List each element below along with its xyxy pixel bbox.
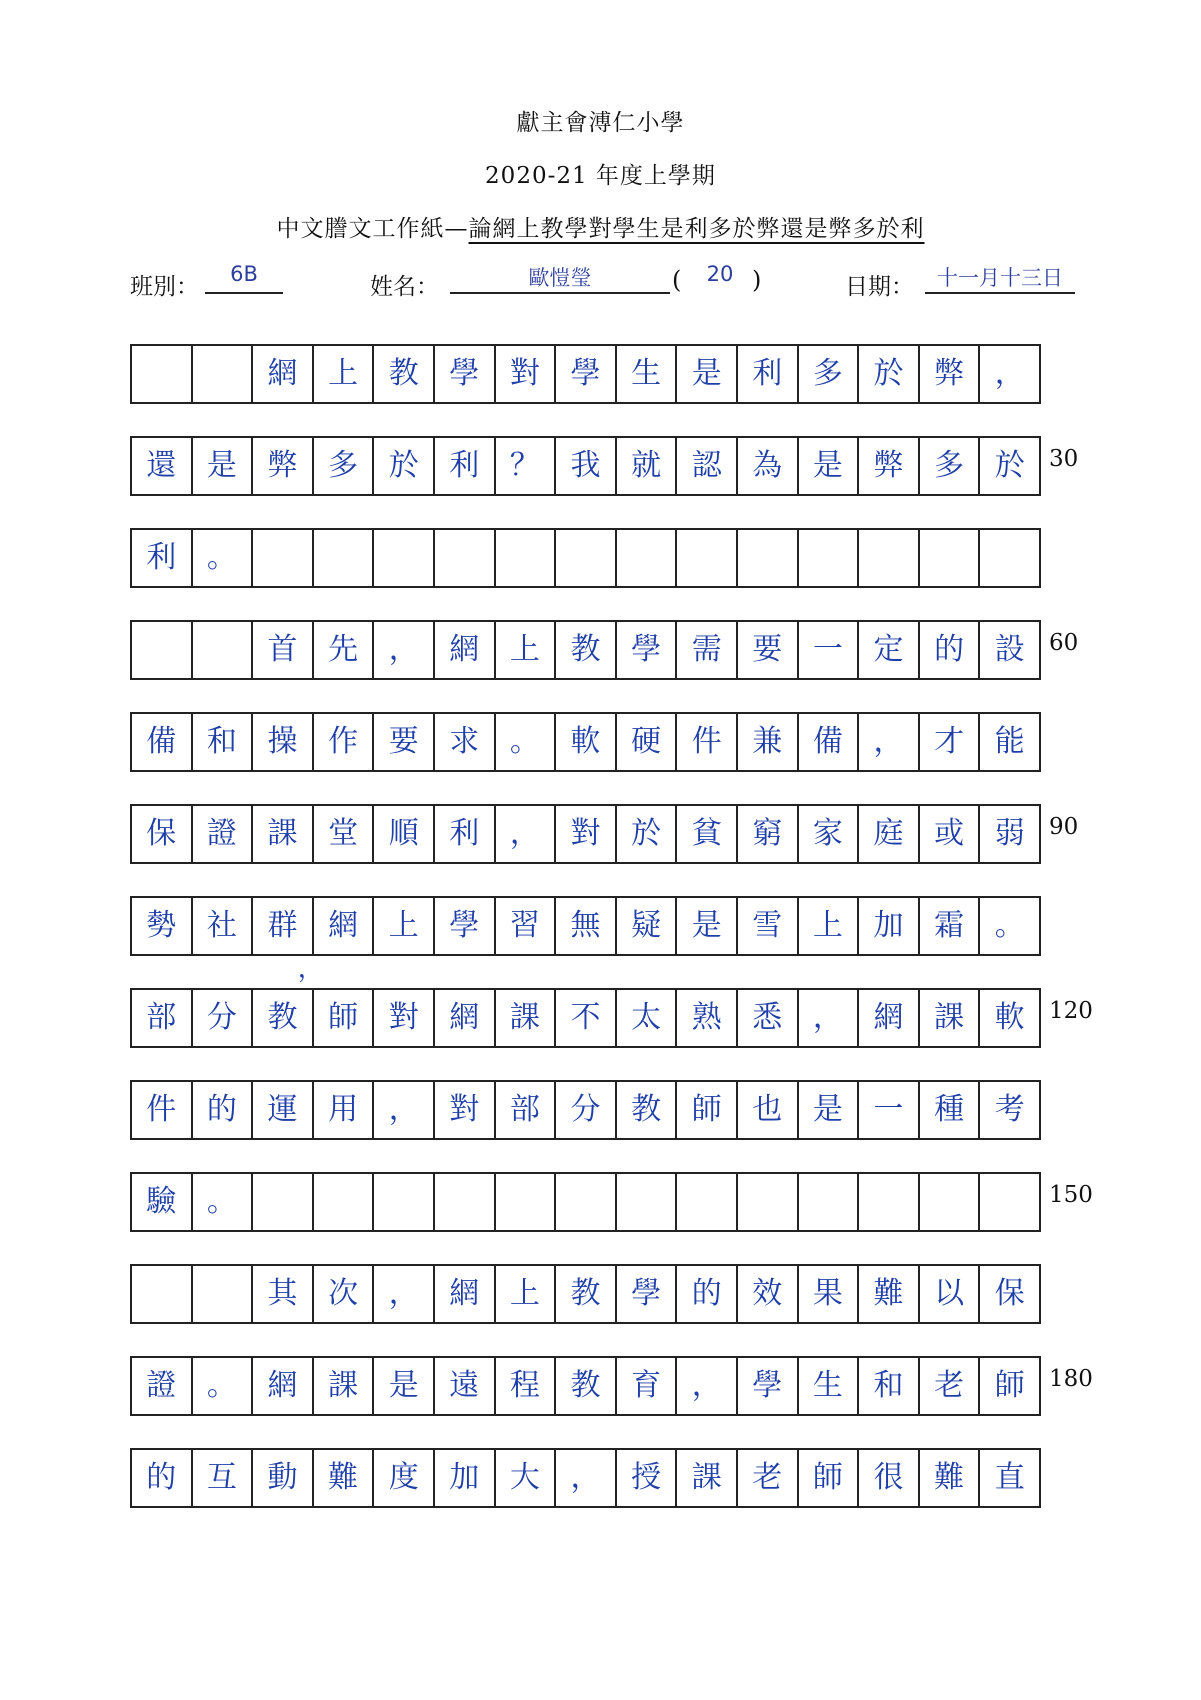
school-name: 獻主會溥仁小學 (516, 110, 685, 136)
grid-cell (312, 1172, 375, 1232)
grid-cell: 太 (615, 988, 678, 1048)
grid-cell: 軟 (554, 712, 617, 772)
grid-cell: 遠 (433, 1356, 496, 1416)
grid-cell (130, 1264, 193, 1324)
grid-cell: 師 (978, 1356, 1041, 1416)
grid-cell: 和 (857, 1356, 920, 1416)
grid-cell (372, 1172, 435, 1232)
grid-cell: 大 (494, 1448, 557, 1508)
grid-cell: 我 (554, 436, 617, 496)
grid-cell: 無 (554, 896, 617, 956)
grid-cell: 教 (615, 1080, 678, 1140)
row-character-count: 90 (1049, 814, 1079, 840)
grid-cell: 分 (191, 988, 254, 1048)
grid-cell: 多 (797, 344, 860, 404)
grid-cell: 師 (675, 1080, 738, 1140)
grid-cell: 育 (615, 1356, 678, 1416)
grid-cell (494, 528, 557, 588)
grid-cell (736, 1172, 799, 1232)
grid-cell: 庭 (857, 804, 920, 864)
grid-cell: 學 (554, 344, 617, 404)
grid-cell: 對 (372, 988, 435, 1048)
grid-cell: 社 (191, 896, 254, 956)
grid-cell: 老 (736, 1448, 799, 1508)
grid-cell: 生 (615, 344, 678, 404)
grid-cell (797, 528, 860, 588)
grid-cell: 運 (251, 1080, 314, 1140)
row-character-count: 150 (1049, 1182, 1093, 1208)
grid-cell: 求 (433, 712, 496, 772)
grid-cell: 直 (978, 1448, 1041, 1508)
grid-cell: 教 (554, 1356, 617, 1416)
grid-cell: 兼 (736, 712, 799, 772)
grid-cell (675, 1172, 738, 1232)
grid-cell: 度 (372, 1448, 435, 1508)
grid-cell: 的 (918, 620, 981, 680)
name-label: 姓名： (370, 274, 439, 300)
grid-cell: 授 (615, 1448, 678, 1508)
student-number: 20 (706, 262, 734, 286)
grid-cell: 是 (675, 344, 738, 404)
grid-cell (433, 1172, 496, 1232)
grid-cell: ， (494, 804, 557, 864)
grid-cell: 師 (312, 988, 375, 1048)
grid-cell: 網 (857, 988, 920, 1048)
grid-cell: 先 (312, 620, 375, 680)
grid-cell: 一 (797, 620, 860, 680)
grid-cell: 互 (191, 1448, 254, 1508)
grid-cell (312, 528, 375, 588)
grid-cell: 。 (978, 896, 1041, 956)
grid-cell: 弊 (251, 436, 314, 496)
grid-cell (372, 528, 435, 588)
close-paren: ) (752, 266, 762, 294)
grid-cell: 課 (251, 804, 314, 864)
grid-cell: 雪 (736, 896, 799, 956)
grid-cell: 果 (797, 1264, 860, 1324)
grid-cell: 上 (372, 896, 435, 956)
grid-cell: 難 (312, 1448, 375, 1508)
insertion-comma-mark: ， (297, 954, 324, 984)
grid-cell: 就 (615, 436, 678, 496)
grid-cell (130, 620, 193, 680)
grid-cell: 家 (797, 804, 860, 864)
grid-cell: ， (797, 988, 860, 1048)
grid-cell: 是 (372, 1356, 435, 1416)
grid-cell: 於 (615, 804, 678, 864)
grid-cell: ， (372, 620, 435, 680)
grid-cell: 群 (251, 896, 314, 956)
grid-cell (433, 528, 496, 588)
grid-cell: 學 (433, 344, 496, 404)
grid-cell (978, 528, 1041, 588)
grid-cell (191, 344, 254, 404)
grid-cell: 網 (251, 1356, 314, 1416)
grid-cell: 教 (554, 620, 617, 680)
grid-cell (857, 1172, 920, 1232)
grid-cell: 課 (918, 988, 981, 1048)
grid-cell: 利 (433, 804, 496, 864)
grid-cell: 證 (130, 1356, 193, 1416)
grid-cell (191, 620, 254, 680)
grid-cell: 軟 (978, 988, 1041, 1048)
grid-cell: 加 (433, 1448, 496, 1508)
grid-cell: 弱 (978, 804, 1041, 864)
grid-cell: 課 (675, 1448, 738, 1508)
open-paren: ( (672, 266, 682, 294)
grid-cell: 種 (918, 1080, 981, 1140)
grid-cell: 堂 (312, 804, 375, 864)
grid-cell: 熟 (675, 988, 738, 1048)
grid-cell: 也 (736, 1080, 799, 1140)
grid-cell: 上 (312, 344, 375, 404)
grid-cell: 設 (978, 620, 1041, 680)
grid-cell: 是 (675, 896, 738, 956)
grid-cell: 很 (857, 1448, 920, 1508)
grid-cell: 網 (312, 896, 375, 956)
worksheet-label: 中文謄文工作紙— (276, 216, 469, 242)
grid-cell: ， (857, 712, 920, 772)
grid-cell: 難 (918, 1448, 981, 1508)
grid-cell (857, 528, 920, 588)
grid-cell: 學 (736, 1356, 799, 1416)
grid-cell: 師 (797, 1448, 860, 1508)
grid-cell: 備 (130, 712, 193, 772)
grid-cell: 能 (978, 712, 1041, 772)
grid-cell: 用 (312, 1080, 375, 1140)
grid-cell: 分 (554, 1080, 617, 1140)
grid-cell (797, 1172, 860, 1232)
grid-cell: 一 (857, 1080, 920, 1140)
grid-cell: 效 (736, 1264, 799, 1324)
grid-cell: 考 (978, 1080, 1041, 1140)
grid-cell: 是 (797, 436, 860, 496)
grid-cell: 的 (130, 1448, 193, 1508)
grid-cell (918, 528, 981, 588)
grid-cell: 習 (494, 896, 557, 956)
grid-cell: 要 (736, 620, 799, 680)
grid-cell: 課 (494, 988, 557, 1048)
grid-cell: 需 (675, 620, 738, 680)
grid-cell: ， (675, 1356, 738, 1416)
grid-cell: 操 (251, 712, 314, 772)
grid-cell: 教 (372, 344, 435, 404)
grid-cell: 。 (494, 712, 557, 772)
term-title: 2020-21 年度上學期 (485, 163, 716, 189)
grid-cell: 是 (191, 436, 254, 496)
grid-cell: ， (372, 1264, 435, 1324)
grid-cell: 。 (191, 1172, 254, 1232)
grid-cell: 次 (312, 1264, 375, 1324)
class-label: 班別： (130, 274, 199, 300)
grid-cell: ， (554, 1448, 617, 1508)
grid-cell: 硬 (615, 712, 678, 772)
grid-cell: 對 (433, 1080, 496, 1140)
grid-cell: 利 (130, 528, 193, 588)
grid-cell (615, 1172, 678, 1232)
grid-cell: 網 (433, 1264, 496, 1324)
grid-cell: 上 (797, 896, 860, 956)
grid-cell: 於 (978, 436, 1041, 496)
grid-cell: 還 (130, 436, 193, 496)
essay-subject: 論網上教學對學生是利多於弊還是弊多於利 (468, 216, 925, 242)
date-label: 日期： (845, 274, 914, 300)
grid-cell: 對 (554, 804, 617, 864)
grid-cell: 課 (312, 1356, 375, 1416)
grid-cell: 為 (736, 436, 799, 496)
grid-cell: ？ (494, 436, 557, 496)
grid-cell: 學 (433, 896, 496, 956)
grid-cell (978, 1172, 1041, 1232)
grid-cell: 上 (494, 1264, 557, 1324)
grid-cell: ， (978, 344, 1041, 404)
grid-cell: 保 (130, 804, 193, 864)
date-value: 十一月十三日 (925, 262, 1075, 294)
grid-cell: 程 (494, 1356, 557, 1416)
grid-cell: 首 (251, 620, 314, 680)
grid-cell: 生 (797, 1356, 860, 1416)
row-character-count: 180 (1049, 1366, 1093, 1392)
grid-cell: 定 (857, 620, 920, 680)
grid-cell: 加 (857, 896, 920, 956)
grid-cell (251, 1172, 314, 1232)
grid-cell: 於 (372, 436, 435, 496)
grid-cell: 驗 (130, 1172, 193, 1232)
grid-cell: 學 (615, 1264, 678, 1324)
row-character-count: 30 (1049, 446, 1079, 472)
grid-cell: 利 (736, 344, 799, 404)
grid-cell (675, 528, 738, 588)
grid-cell: 教 (554, 1264, 617, 1324)
grid-cell: 弊 (857, 436, 920, 496)
grid-cell (191, 1264, 254, 1324)
grid-cell: 。 (191, 1356, 254, 1416)
grid-cell: 件 (675, 712, 738, 772)
grid-cell: 以 (918, 1264, 981, 1324)
grid-cell: 作 (312, 712, 375, 772)
grid-cell: 網 (251, 344, 314, 404)
essay-grid (130, 344, 1039, 1508)
grid-cell: 證 (191, 804, 254, 864)
grid-cell: 部 (130, 988, 193, 1048)
grid-cell: 多 (312, 436, 375, 496)
grid-cell: 網 (433, 988, 496, 1048)
worksheet-title (0, 210, 1201, 243)
grid-cell: 部 (494, 1080, 557, 1140)
name-value: 歐愷瑩 (450, 262, 670, 294)
grid-cell (615, 528, 678, 588)
grid-cell: 窮 (736, 804, 799, 864)
grid-cell: 要 (372, 712, 435, 772)
class-value: 6B (205, 262, 283, 294)
grid-cell: 老 (918, 1356, 981, 1416)
grid-cell: ， (372, 1080, 435, 1140)
grid-cell (554, 1172, 617, 1232)
grid-cell: 的 (675, 1264, 738, 1324)
grid-cell: 難 (857, 1264, 920, 1324)
grid-cell: 認 (675, 436, 738, 496)
grid-cell: 的 (191, 1080, 254, 1140)
grid-cell: 備 (797, 712, 860, 772)
row-character-count: 60 (1049, 630, 1079, 656)
grid-cell: 網 (433, 620, 496, 680)
grid-cell (251, 528, 314, 588)
grid-cell: 貧 (675, 804, 738, 864)
grid-cell (918, 1172, 981, 1232)
grid-cell: 霜 (918, 896, 981, 956)
row-character-count: 120 (1049, 998, 1093, 1024)
grid-cell (736, 528, 799, 588)
grid-cell: 於 (857, 344, 920, 404)
grid-cell: 利 (433, 436, 496, 496)
grid-cell: 保 (978, 1264, 1041, 1324)
grid-cell: 勢 (130, 896, 193, 956)
grid-cell: 教 (251, 988, 314, 1048)
grid-cell (494, 1172, 557, 1232)
grid-cell: 件 (130, 1080, 193, 1140)
grid-cell: 和 (191, 712, 254, 772)
grid-cell: 悉 (736, 988, 799, 1048)
grid-cell: 對 (494, 344, 557, 404)
grid-cell: 弊 (918, 344, 981, 404)
grid-cell: 不 (554, 988, 617, 1048)
grid-cell: 上 (494, 620, 557, 680)
grid-cell: 順 (372, 804, 435, 864)
grid-cell: 是 (797, 1080, 860, 1140)
grid-cell: 才 (918, 712, 981, 772)
grid-cell: 動 (251, 1448, 314, 1508)
grid-cell: 或 (918, 804, 981, 864)
grid-cell: 疑 (615, 896, 678, 956)
grid-cell (130, 344, 193, 404)
grid-cell: 其 (251, 1264, 314, 1324)
grid-cell: 學 (615, 620, 678, 680)
grid-cell: 多 (918, 436, 981, 496)
grid-cell (554, 528, 617, 588)
grid-cell: 。 (191, 528, 254, 588)
